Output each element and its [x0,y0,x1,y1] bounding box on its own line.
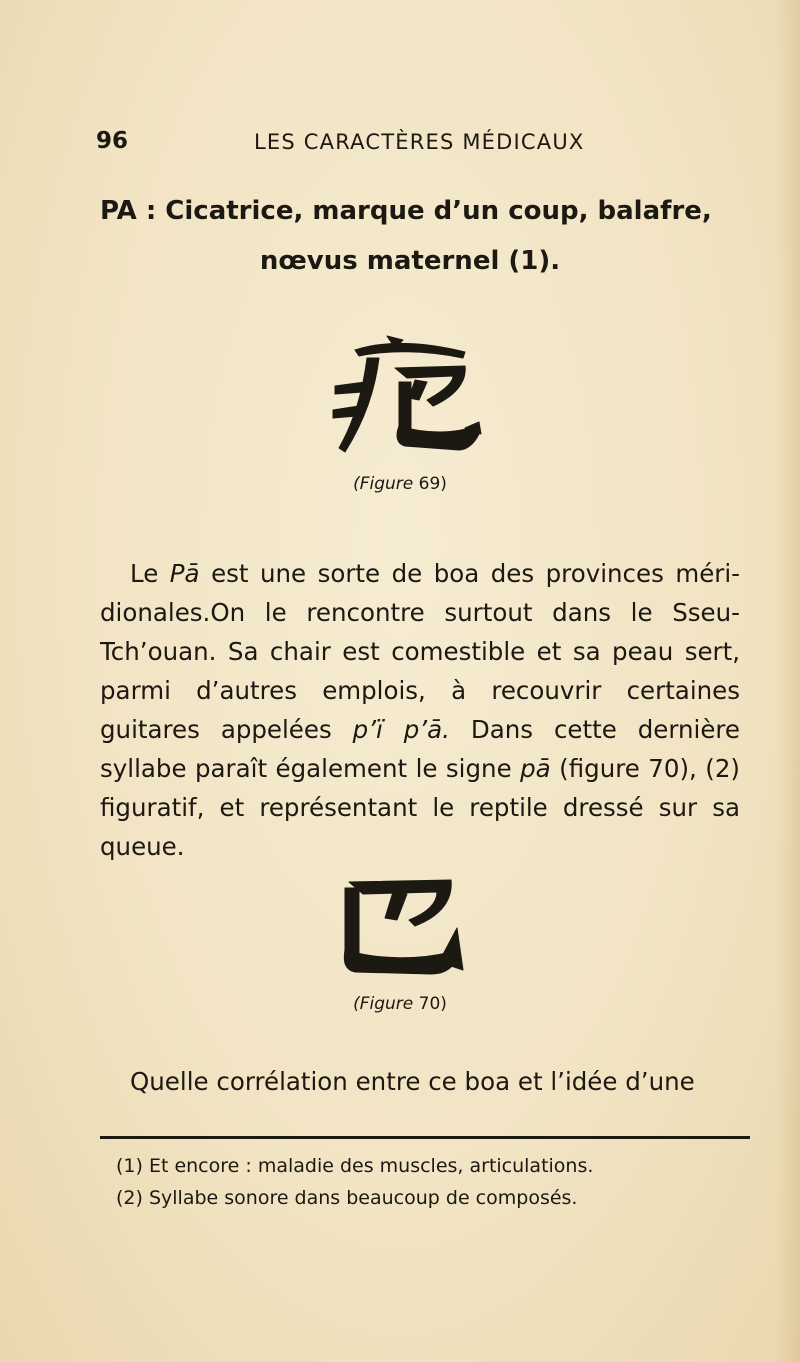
figure-70-caption-word: (Figure [353,994,414,1014]
figure-69-caption-number: 69) [418,474,447,494]
footnotes [116,1150,756,1214]
paragraph-1 [100,554,740,866]
paragraph-1-text-b: est une sorte de boa des provinces méri- dionales.On le rencontre surtout dans le Sseu-Tch’ouan. Sa chair est comestible et sa peau sert, parmi d’autres emplois, à recouvrir certaines guitares appelées [100,559,740,744]
page-number: 96 [96,128,129,154]
figure-69 [0,330,800,494]
paragraph-1-text-c: Dans cette dernière syllabe paraît également le signe [100,715,740,783]
entry-line-1: PA : Cicatrice, marque d’un coup, balafre, [100,196,712,226]
paragraph-1-term-pa-sign: pā [520,754,551,783]
figure-69-caption [0,474,800,494]
figure-70-caption [0,994,800,1014]
page-header [96,128,716,164]
chinese-character-ba-image [335,870,465,980]
paragraph-2: Quelle corrélation entre ce boa et l’idée d’une [130,1067,695,1096]
paragraph-1-text-a: Le [130,559,170,588]
page-edge-shading [776,0,800,1362]
dictionary-entry [100,186,740,286]
paragraph-1-text-d: (figure 70), (2) figuratif, et représentant le reptile dressé sur sa queue. [100,754,740,861]
figure-69-caption-word: (Figure [353,474,414,494]
footnote-divider [100,1136,750,1139]
figure-70 [0,870,800,1014]
footnote-2: (2) Syllabe sonore dans beaucoup de composés. [116,1187,578,1209]
running-title: LES CARACTÈRES MÉDICAUX [254,130,585,154]
paragraph-1-term-pa: Pā [169,559,200,588]
figure-70-caption-number: 70) [418,994,447,1014]
paragraph-1-term-pipa: p’ï p’ā. [352,715,450,744]
entry-line-2: nœvus maternel (1). [259,246,561,276]
footnote-1: (1) Et encore : maladie des muscles, articulations. [116,1155,594,1177]
chinese-character-fa-image [315,330,485,460]
